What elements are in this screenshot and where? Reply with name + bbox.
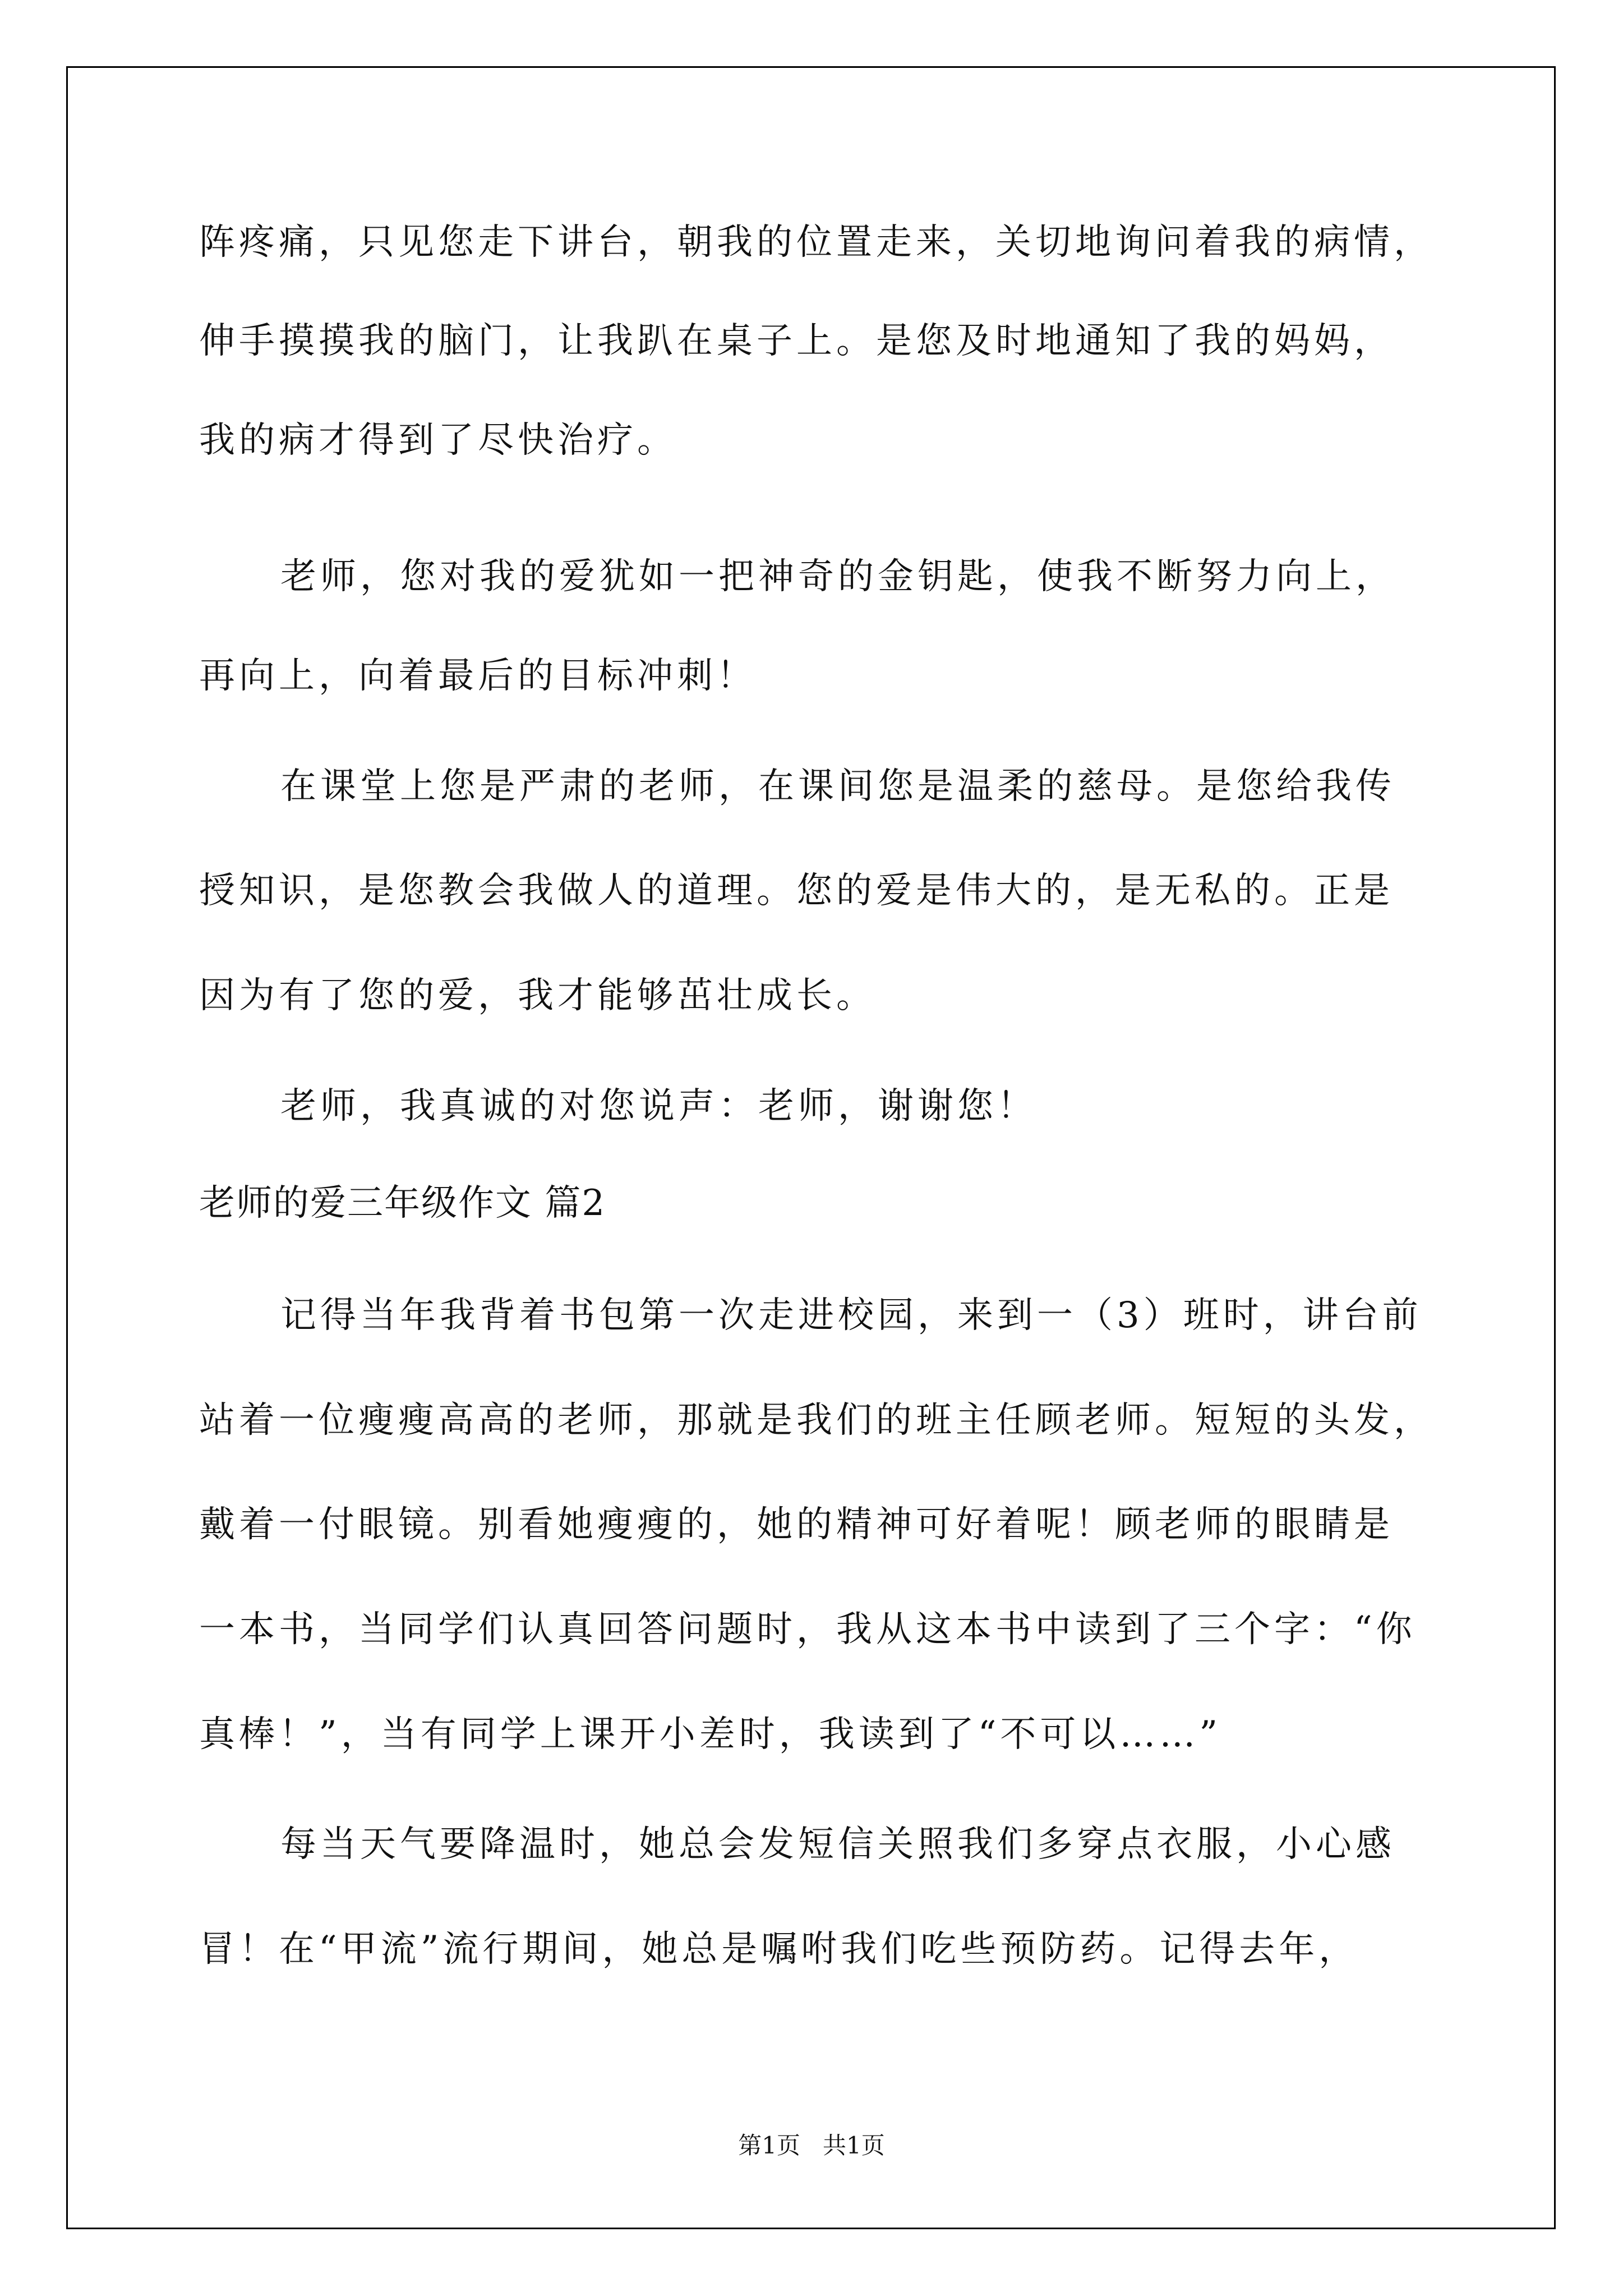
- text-line: 站着一位瘦瘦高高的老师，那就是我们的班主任顾老师。短短的头发，: [199, 1400, 1433, 1441]
- text-line: 记得当年我背着书包第一次走进校园，来到一（3）班时，讲台前: [280, 1295, 1422, 1336]
- text-line: 授知识，是您教会我做人的道理。您的爱是伟大的，是无私的。正是: [199, 870, 1394, 912]
- text-line: 冒！在“甲流”流行期间，她总是嘱咐我们吃些预防药。记得去年，: [199, 1929, 1359, 1970]
- text-line: 每当天气要降温时，她总会发短信关照我们多穿点衣服，小心感: [280, 1824, 1395, 1865]
- section-heading: 老师的爱三年级作文 篇2: [199, 1182, 606, 1224]
- text-line: 戴着一付眼镜。别看她瘦瘦的，她的精神可好着呢！顾老师的眼睛是: [199, 1504, 1394, 1545]
- text-line: 一本书，当同学们认真回答问题时，我从这本书中读到了三个字：“你: [199, 1609, 1416, 1650]
- page-footer: 第1页 共1页: [738, 2132, 885, 2159]
- page-border: [66, 66, 1556, 2229]
- text-line: 阵疼痛，只见您走下讲台，朝我的位置走来，关切地询问着我的病情，: [199, 222, 1433, 263]
- text-line: 在课堂上您是严肃的老师，在课间您是温柔的慈母。是您给我传: [280, 766, 1395, 807]
- text-line: 老师，我真诚的对您说声：老师，谢谢您！: [280, 1085, 1037, 1127]
- text-line: 再向上，向着最后的目标冲刺！: [199, 655, 757, 697]
- text-line: 真棒！”，当有同学上课开小差时，我读到了“不可以……”: [199, 1714, 1222, 1755]
- text-line: 老师，您对我的爱犹如一把神奇的金钥匙，使我不断努力向上，: [280, 556, 1395, 597]
- text-line: 因为有了您的爱，我才能够茁壮成长。: [199, 975, 876, 1016]
- text-line: 我的病才得到了尽快治疗。: [199, 420, 677, 461]
- text-line: 伸手摸摸我的脑门，让我趴在桌子上。是您及时地通知了我的妈妈，: [199, 320, 1394, 362]
